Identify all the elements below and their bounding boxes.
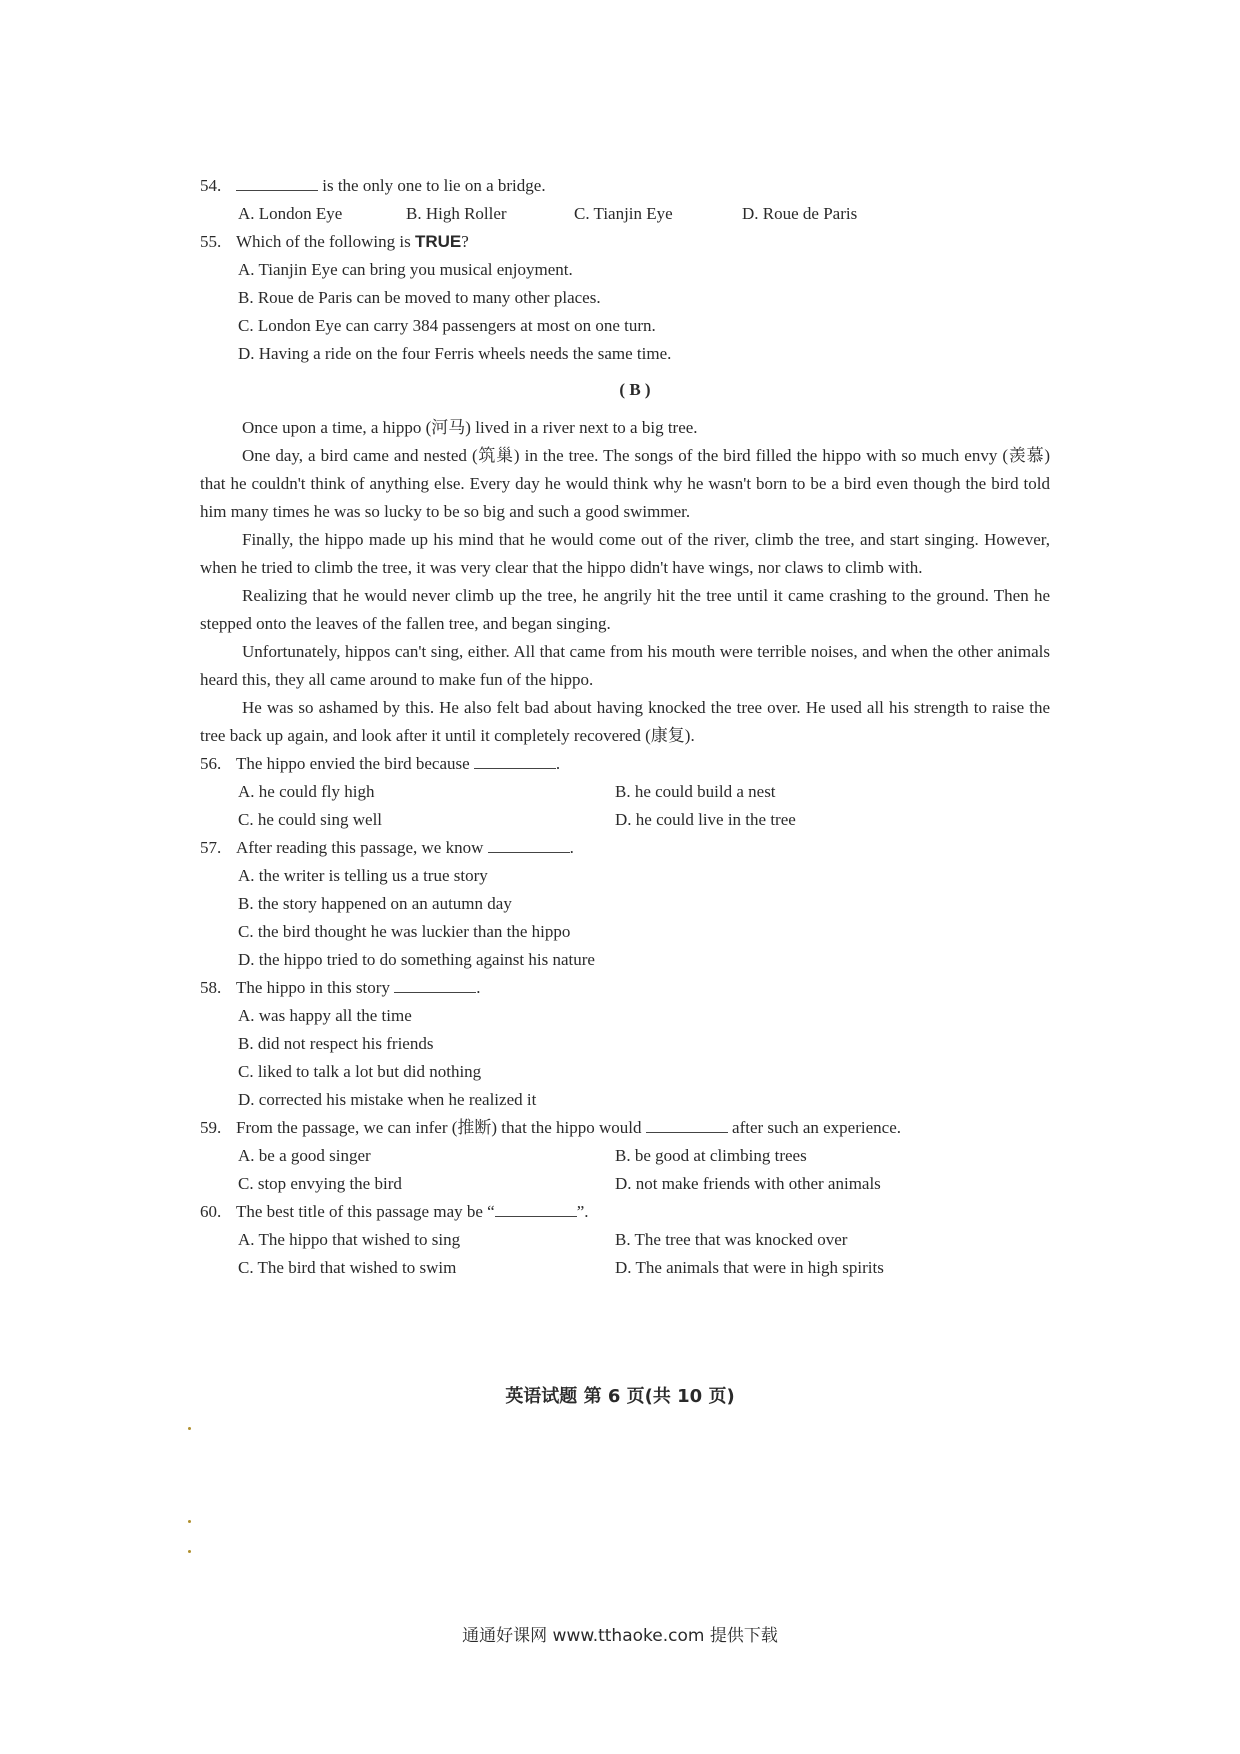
option: B. High Roller xyxy=(406,204,507,223)
options-row xyxy=(200,1226,1050,1254)
options-row xyxy=(200,806,1050,834)
option: C. he could sing well xyxy=(238,810,383,829)
stem-text: After reading this passage, we know xyxy=(236,838,488,857)
option: C. stop envying the bird xyxy=(238,1174,402,1193)
stem-text: . xyxy=(476,978,481,997)
question-number: 55. xyxy=(200,232,222,251)
question-number: 58. xyxy=(200,978,222,997)
option: A. be a good singer xyxy=(238,1146,371,1165)
options-row xyxy=(200,778,1050,806)
stem-text: ? xyxy=(461,232,469,251)
option: D. corrected his mistake when he realized it xyxy=(238,1090,537,1109)
option: D. not make friends with other animals xyxy=(615,1174,881,1193)
option: A. the writer is telling us a true story xyxy=(238,866,488,885)
stem-text: Which of the following is xyxy=(236,232,415,251)
option: D. the hippo tried to do something against his nature xyxy=(238,950,595,969)
reading-passage-b xyxy=(200,414,1050,750)
answer-blank xyxy=(646,1114,728,1133)
stem-text: is the only one to lie on a bridge. xyxy=(318,176,546,195)
option: C. Tianjin Eye xyxy=(574,204,673,223)
question-number: 59. xyxy=(200,1118,222,1137)
section-b-heading: ( B ) xyxy=(619,380,651,399)
stem-text: . xyxy=(569,838,574,857)
page-footer: 英语试题 第 6 页(共 10 页) xyxy=(505,1386,735,1407)
answer-blank xyxy=(488,834,570,853)
options-row xyxy=(200,1254,1050,1282)
option: C. London Eye can carry 384 passengers at most on one turn. xyxy=(238,316,656,335)
question-number: 54. xyxy=(200,176,222,195)
questions-part-b xyxy=(200,750,1050,1282)
question-stem xyxy=(200,750,1050,778)
option: B. The tree that was knocked over xyxy=(615,1230,848,1249)
passage-paragraph: One day, a bird came and nested (筑巢) in the tree. The songs of the bird filled the hippo with so much envy (羡慕) that he couldn't think of anything else. Every day he would think why he wasn't born to be a bird even though the bird told him many times he was so lucky to be so big and such a good swimmer. xyxy=(200,446,1050,521)
stem-text: after such an experience. xyxy=(727,1118,902,1137)
option: A. he could fly high xyxy=(238,782,375,801)
scan-speck xyxy=(188,1550,191,1553)
question-stem xyxy=(200,172,1050,200)
questions-part-a xyxy=(200,172,1050,368)
passage-paragraph: Once upon a time, a hippo (河马) lived in a river next to a big tree. xyxy=(242,418,698,437)
option: B. he could build a nest xyxy=(615,782,776,801)
question-stem xyxy=(200,974,1050,1002)
stem-text: ”. xyxy=(576,1202,589,1221)
question-number: 60. xyxy=(200,1202,222,1221)
passage-paragraph: Realizing that he would never climb up the tree, he angrily hit the tree until it came crashing to the ground. Then he stepped onto the leaves of the fallen tree, and began singing. xyxy=(200,586,1050,633)
option: D. he could live in the tree xyxy=(615,810,796,829)
option: D. Roue de Paris xyxy=(742,204,858,223)
scan-speck xyxy=(188,1520,191,1523)
passage-paragraph: Unfortunately, hippos can't sing, either. All that came from his mouth were terrible noises, and when the other animals heard this, they all came around to make fun of the hippo. xyxy=(200,642,1050,689)
stem-text: The best title of this passage may be “ xyxy=(236,1202,495,1221)
option: C. The bird that wished to swim xyxy=(238,1258,457,1277)
scan-speck xyxy=(188,1427,191,1430)
option: C. the bird thought he was luckier than the hippo xyxy=(238,922,571,941)
options-row xyxy=(200,200,1050,228)
option: B. Roue de Paris can be moved to many other places. xyxy=(238,288,601,307)
passage-paragraph: Finally, the hippo made up his mind that he would come out of the river, climb the tree, and start singing. However, when he tried to climb the tree, it was very clear that the hippo didn't have wings, nor claws to climb with. xyxy=(200,530,1050,577)
stem-text: The hippo in this story xyxy=(236,978,395,997)
stem-text: . xyxy=(555,754,561,773)
option: B. be good at climbing trees xyxy=(615,1146,807,1165)
option: A. London Eye xyxy=(238,204,343,223)
answer-blank xyxy=(474,750,556,769)
option: A. The hippo that wished to sing xyxy=(238,1230,461,1249)
option: A. Tianjin Eye can bring you musical enjoyment. xyxy=(238,260,573,279)
option: D. Having a ride on the four Ferris wheels needs the same time. xyxy=(238,344,672,363)
question-number: 56. xyxy=(200,754,222,773)
question-stem xyxy=(200,1114,1050,1142)
stem-emphasis: TRUE xyxy=(414,232,462,251)
stem-text: The hippo envied the bird because xyxy=(236,754,474,773)
question-number: 57. xyxy=(200,838,222,857)
passage-paragraph: He was so ashamed by this. He also felt bad about having knocked the tree over. He used all his strength to raise the tree back up again, and look after it until it completely recovered (康复). xyxy=(200,698,1050,745)
options-row xyxy=(200,1170,1050,1198)
download-credit: 通通好课网 www.tthaoke.com 提供下载 xyxy=(462,1626,778,1646)
option: D. The animals that were in high spirits xyxy=(615,1258,884,1277)
option: B. did not respect his friends xyxy=(238,1034,434,1053)
option: B. the story happened on an autumn day xyxy=(238,894,512,913)
question-stem xyxy=(200,228,1050,256)
question-stem xyxy=(200,834,1050,862)
option: C. liked to talk a lot but did nothing xyxy=(238,1062,482,1081)
stem-text: From the passage, we can infer (推断) that the hippo would xyxy=(236,1118,646,1137)
answer-blank xyxy=(394,974,476,993)
exam-content xyxy=(200,172,1050,1282)
options-row xyxy=(200,1142,1050,1170)
answer-blank xyxy=(236,172,318,191)
answer-blank xyxy=(495,1198,577,1217)
question-stem xyxy=(200,1198,1050,1226)
option: A. was happy all the time xyxy=(238,1006,412,1025)
